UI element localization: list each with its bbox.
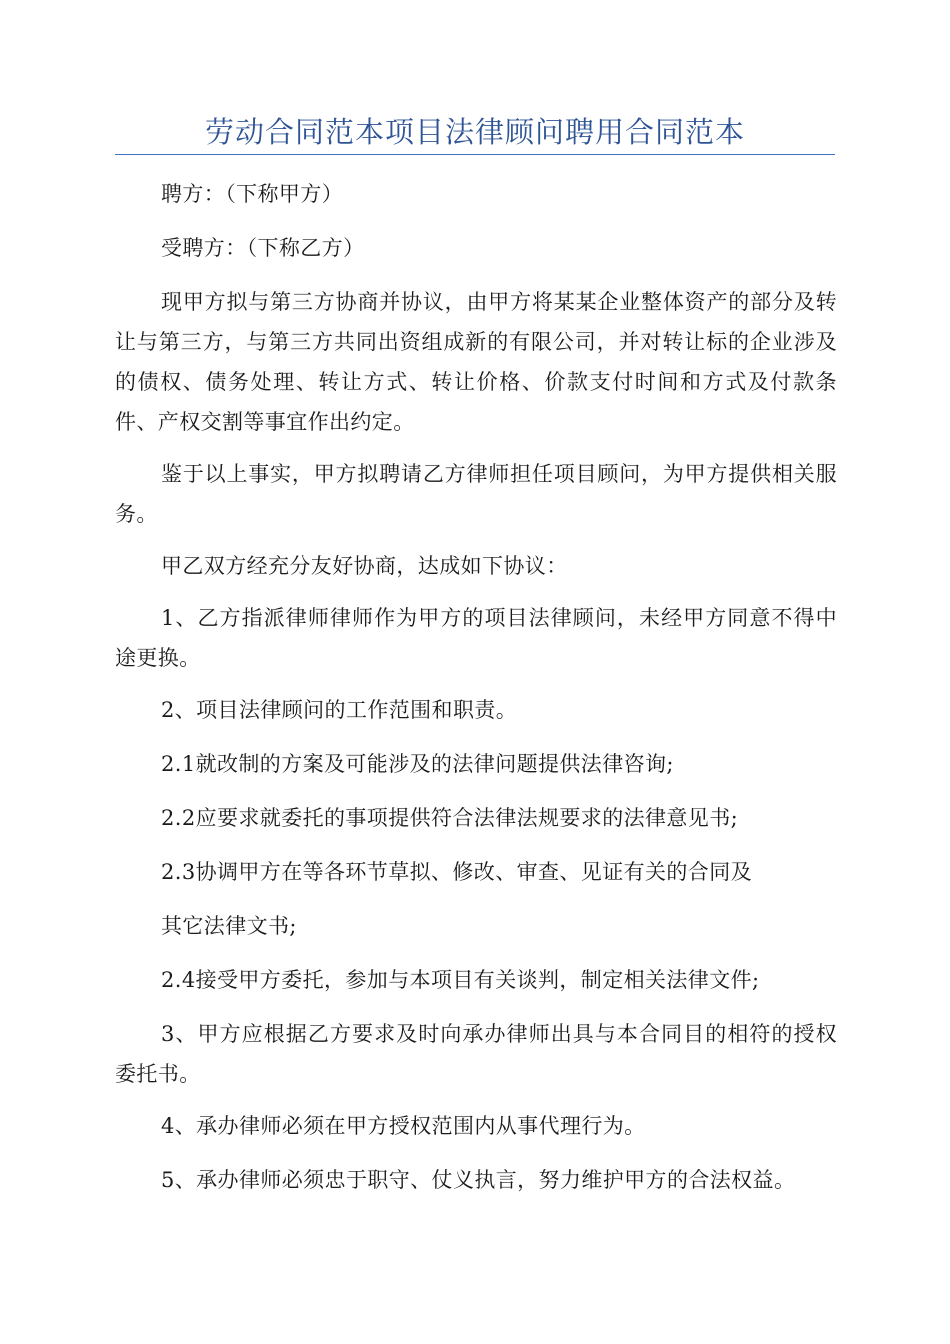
- clause-2-2: 2.2应要求就委托的事项提供符合法律法规要求的法律意见书;: [161, 806, 739, 830]
- title-underline: [115, 154, 835, 155]
- clause-2-4: 2.4接受甲方委托，参加与本项目有关谈判，制定相关法律文件;: [161, 968, 760, 992]
- paragraph-background: 现甲方拟与第三方协商并协议，由甲方将某某企业整体资产的部分及转让与第三方，与第三方共同出资组成新的有限公司，并对转让标的企业涉及的债权、债务处理、转让方式、转让价格、价款支付时间和方式及付款条件、产权交割等事宜作出约定。: [115, 290, 837, 434]
- document-title: 劳动合同范本项目法律顾问聘用合同范本: [204, 115, 745, 149]
- paragraph-employee: 受聘方：（下称乙方）: [161, 236, 365, 260]
- clause-3: 3、甲方应根据乙方要求及时向承办律师出具与本合同目的相符的授权委托书。: [115, 1022, 837, 1086]
- clause-2-1: 2.1就改制的方案及可能涉及的法律问题提供法律咨询;: [161, 752, 674, 776]
- clause-2-3: 2.3协调甲方在等各环节草拟、修改、审查、见证有关的合同及: [161, 860, 752, 884]
- paragraph-agreement-intro: 甲乙双方经充分友好协商，达成如下协议：: [161, 554, 568, 578]
- paragraph-employer: 聘方：（下称甲方）: [161, 182, 344, 206]
- clause-4: 4、承办律师必须在甲方授权范围内从事代理行为。: [161, 1114, 646, 1138]
- clause-2-3-continued: 其它法律文书;: [161, 914, 297, 938]
- clause-1: 1、乙方指派律师律师作为甲方的项目法律顾问，未经甲方同意不得中途更换。: [115, 606, 837, 670]
- paragraph-purpose: 鉴于以上事实，甲方拟聘请乙方律师担任项目顾问，为甲方提供相关服务。: [115, 462, 837, 526]
- clause-2: 2、项目法律顾问的工作范围和职责。: [161, 698, 518, 722]
- clause-5: 5、承办律师必须忠于职守、仗义执言，努力维护甲方的合法权益。: [161, 1168, 796, 1192]
